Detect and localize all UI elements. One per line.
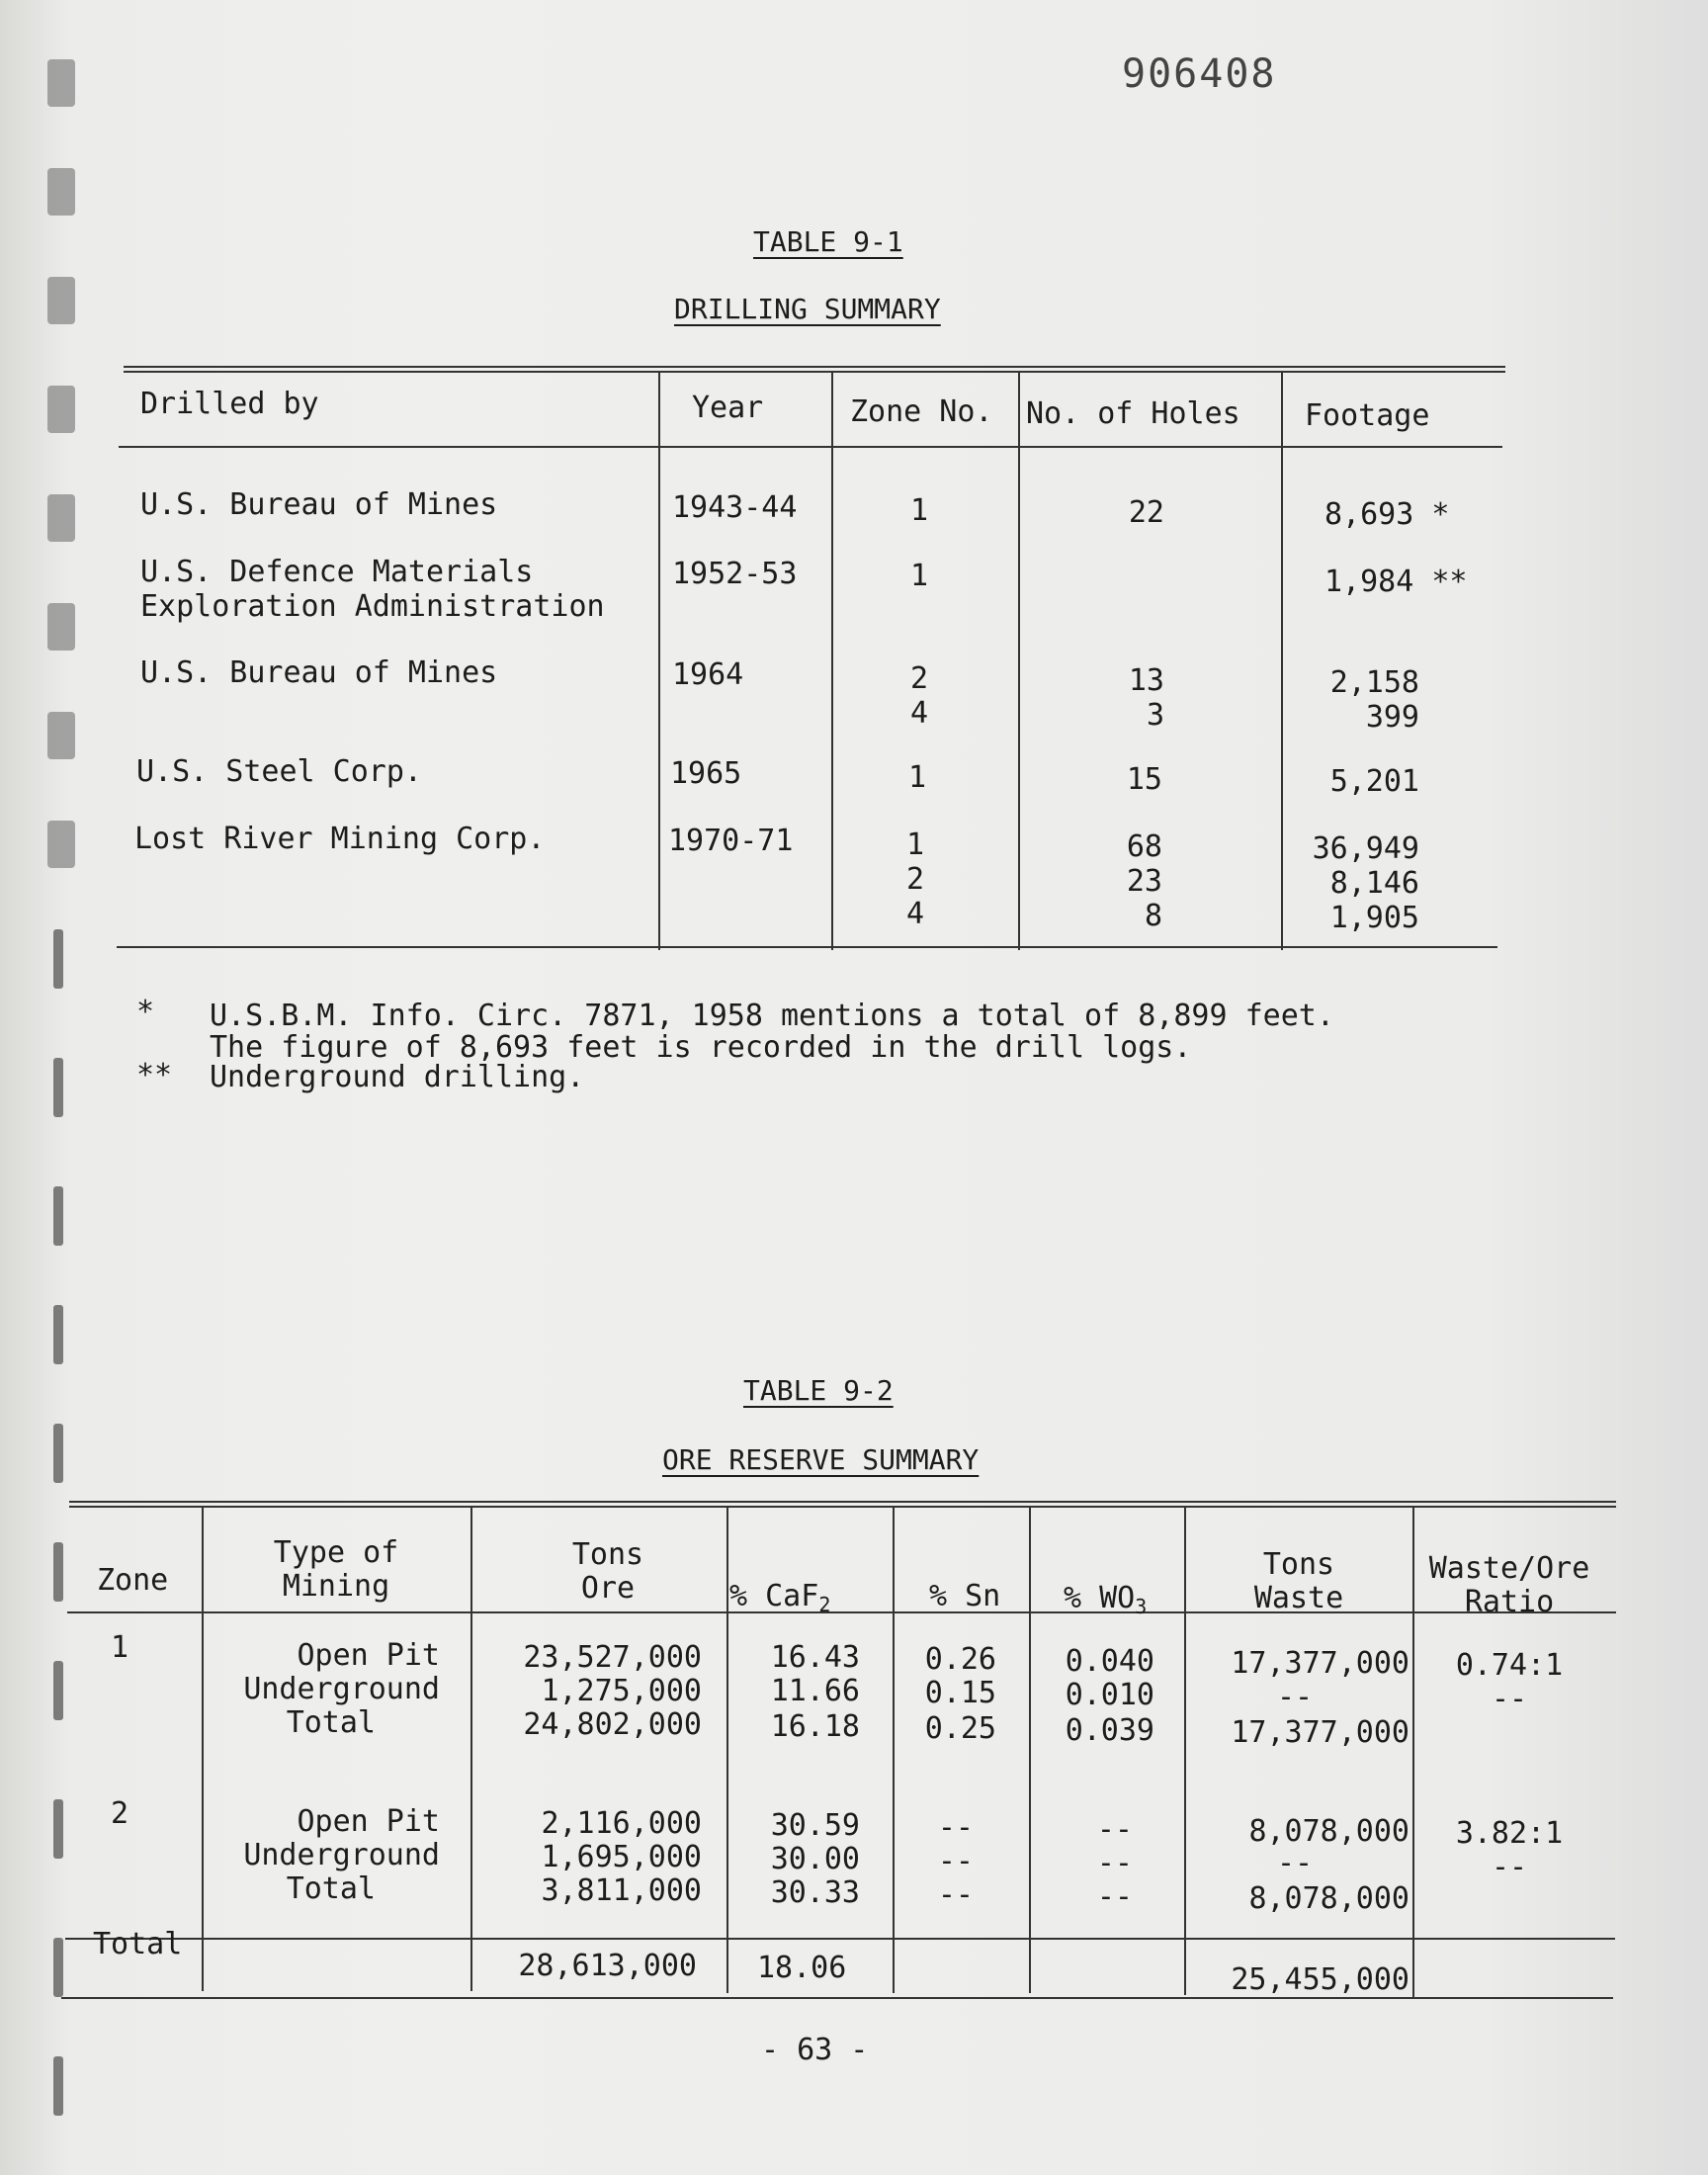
binding-ring: [47, 277, 75, 324]
table2-col-divider: [893, 1507, 895, 1993]
table2-caf2: 16.43: [770, 1640, 860, 1675]
table1-header-drilled-by: Drilled by: [140, 387, 319, 421]
binding-ring: [53, 1661, 63, 1720]
table1-drilled-by: U.S. Steel Corp.: [136, 754, 422, 789]
table2-label: TABLE 9-2: [743, 1374, 894, 1407]
table1-col-divider: [658, 371, 660, 950]
table1-bottom-rule: [117, 946, 1497, 948]
table2-header-tons-waste: Tons: [1262, 1547, 1335, 1582]
table1-top-rule: [124, 366, 1505, 373]
table2-caf2: 11.66: [770, 1674, 860, 1708]
table2-type: Underground: [243, 1672, 440, 1706]
table2-sn: 0.25: [924, 1711, 996, 1746]
table2-col-divider: [726, 1507, 728, 1993]
table2-header-tons-waste: Waste: [1253, 1581, 1344, 1615]
table2-type: Open Pit: [297, 1804, 440, 1839]
table2-type: Underground: [243, 1838, 440, 1872]
table2-wo3: --: [1096, 1879, 1133, 1914]
table1-footage: 1,905: [1329, 901, 1419, 935]
table2-caf2: 30.59: [770, 1808, 860, 1843]
table1-zone: 2: [905, 862, 925, 897]
table2-tons-waste: --: [1276, 1680, 1314, 1714]
footnote-text: Underground drilling.: [210, 1060, 585, 1094]
table1-drilled-by: U.S. Bureau of Mines: [140, 655, 498, 690]
footnote-text: U.S.B.M. Info. Circ. 7871, 1958 mentions a total of 8,899 feet.: [210, 999, 1334, 1033]
table1-zone: 2: [909, 661, 929, 696]
table2-total-rule: [65, 1938, 1615, 1940]
table2-zone-number: 1: [111, 1630, 129, 1665]
table1-footage: 8,693 *: [1324, 497, 1450, 532]
table2-header-tons-ore: Ore: [580, 1571, 636, 1606]
table2-tons-ore: 23,527,000: [523, 1640, 702, 1675]
binding-ring: [53, 1542, 63, 1602]
table2-header-tons-ore: Tons: [571, 1537, 644, 1572]
table1-zone: 4: [905, 897, 925, 931]
footnote-mark: *: [136, 995, 155, 1029]
binding-ring: [53, 1058, 63, 1117]
table2-sn: --: [937, 1844, 974, 1878]
table1-footage: 36,949: [1312, 831, 1419, 866]
page-number: - 63 -: [761, 2033, 869, 2067]
table2-tons-waste: 17,377,000: [1231, 1715, 1409, 1750]
table1-drilled-by: Lost River Mining Corp.: [134, 822, 546, 856]
binding-ring: [47, 603, 75, 651]
table1-year: 1943-44: [672, 490, 798, 525]
binding-ring: [53, 1799, 63, 1859]
table2-header-type: Mining: [282, 1569, 390, 1604]
table1-header-rule: [119, 446, 1502, 448]
footnote-mark: **: [136, 1058, 173, 1092]
table2-header-type: Type of: [273, 1535, 399, 1570]
table1-zone: 1: [907, 760, 927, 795]
table2-sn: 0.15: [924, 1676, 996, 1710]
table2-tons-waste: --: [1276, 1846, 1314, 1880]
binding-ring: [53, 2056, 63, 2116]
binding-ring: [47, 494, 75, 542]
binding-ring: [47, 712, 75, 759]
table2-ratio: --: [1491, 1850, 1528, 1884]
binding-ring: [47, 59, 75, 107]
table2-col-divider: [470, 1507, 472, 1991]
table2-wo3: 0.010: [1065, 1678, 1154, 1712]
binding-ring: [53, 1424, 63, 1483]
table2-tons-waste: 8,078,000: [1248, 1814, 1409, 1849]
table2-ratio: --: [1491, 1682, 1528, 1716]
table1-zone: 1: [909, 493, 929, 528]
binding-ring: [47, 168, 75, 216]
table1-col-divider: [1018, 371, 1020, 950]
table1-col-divider: [1281, 371, 1283, 950]
table1-zone: 1: [909, 559, 929, 593]
document-number-stamp: 906408: [1122, 51, 1277, 97]
binding-ring: [53, 1186, 63, 1246]
table2-wo3: --: [1096, 1846, 1133, 1880]
table1-holes: 8: [1144, 899, 1162, 933]
table2-col-divider: [1412, 1507, 1414, 1997]
table1-label: TABLE 9-1: [753, 225, 903, 258]
table1-header-footage: Footage: [1305, 398, 1430, 433]
table2-tons-ore: 3,811,000: [541, 1873, 702, 1908]
table1-footage: 8,146: [1329, 866, 1419, 901]
table2-total-tons-ore: 28,613,000: [518, 1949, 697, 1983]
table2-caf2: 30.00: [770, 1842, 860, 1876]
table2-header-caf2: % CaF$_2$: [729, 1579, 831, 1616]
table1-holes: 68: [1126, 829, 1162, 864]
table2-header-wo3: % $WO_3$: [1064, 1581, 1148, 1618]
table1-holes: 23: [1126, 864, 1162, 899]
table2-wo3: --: [1096, 1812, 1133, 1847]
table2-ratio: 0.74:1: [1455, 1648, 1564, 1683]
table1-footage: 1,984 **: [1324, 565, 1468, 599]
table1-header-holes: No. of Holes: [1026, 396, 1240, 431]
table1-title: DRILLING SUMMARY: [674, 293, 941, 325]
table2-header-zone: Zone: [97, 1563, 169, 1598]
table2-sn: --: [937, 1877, 974, 1912]
table1-holes: 15: [1126, 762, 1162, 797]
table2-header-sn: % Sn: [929, 1579, 1001, 1613]
table2-wo3: 0.040: [1065, 1644, 1154, 1679]
table2-type: Open Pit: [297, 1638, 440, 1673]
binding-ring: [47, 821, 75, 868]
table2-sn: --: [937, 1810, 974, 1845]
table2-zone-number: 2: [111, 1796, 129, 1831]
table2-header-ratio: Waste/Ore: [1428, 1551, 1590, 1586]
binding-ring: [47, 386, 75, 433]
table2-sn: 0.26: [924, 1642, 996, 1677]
table1-header-year: Year: [692, 391, 764, 425]
table1-drilled-by-line2: Exploration Administration: [140, 589, 605, 624]
table1-year: 1952-53: [672, 557, 798, 591]
table2-wo3: 0.039: [1065, 1713, 1154, 1748]
table2-tons-waste: 8,078,000: [1248, 1881, 1409, 1916]
table1-zone: 4: [909, 696, 929, 731]
table2-col-divider: [1029, 1507, 1031, 1993]
table2-tons-ore: 1,695,000: [541, 1840, 702, 1874]
table2-total-tons-waste: 25,455,000: [1231, 1962, 1409, 1997]
table1-drilled-by: U.S. Bureau of Mines: [140, 487, 498, 522]
table1-drilled-by: U.S. Defence Materials: [140, 555, 534, 589]
table2-caf2: 30.33: [770, 1875, 860, 1910]
table2-tons-waste: 17,377,000: [1231, 1646, 1409, 1681]
table2-total-label: Total: [93, 1927, 183, 1961]
table2-tons-ore: 24,802,000: [523, 1707, 702, 1742]
binding-ring: [53, 1305, 63, 1364]
table2-col-divider: [202, 1507, 204, 1991]
table2-tons-ore: 1,275,000: [541, 1674, 702, 1708]
spiral-binding: [40, 40, 83, 2155]
table1-footage: 5,201: [1329, 764, 1419, 799]
table2-ratio: 3.82:1: [1455, 1816, 1564, 1851]
table1-holes: 22: [1128, 495, 1164, 530]
table1-year: 1965: [670, 756, 742, 791]
table1-year: 1970-71: [668, 824, 794, 858]
table2-type: Total: [286, 1705, 376, 1740]
table2-total-caf2: 18.06: [757, 1951, 847, 1985]
table2-bottom-rule: [61, 1997, 1613, 1999]
table1-footage: 399: [1365, 700, 1419, 735]
table1-zone: 1: [905, 827, 925, 862]
footnote-text: The figure of 8,693 feet is recorded in the drill logs.: [210, 1030, 1192, 1065]
table2-type: Total: [286, 1871, 376, 1906]
table1-col-divider: [831, 371, 833, 950]
table2-col-divider: [1184, 1507, 1186, 1995]
binding-ring: [53, 929, 63, 989]
table2-title: ORE RESERVE SUMMARY: [662, 1443, 980, 1476]
binding-ring: [53, 1938, 63, 1997]
table1-holes: 3: [1146, 698, 1164, 733]
table2-header-ratio: Ratio: [1464, 1585, 1555, 1619]
table1-footage: 2,158: [1329, 665, 1419, 700]
table2-top-rule: [69, 1501, 1616, 1508]
table2-caf2: 16.18: [770, 1709, 860, 1744]
table1-holes: 13: [1128, 663, 1164, 698]
table1-header-zone: Zone No.: [850, 394, 993, 429]
table1-year: 1964: [672, 657, 744, 692]
table2-tons-ore: 2,116,000: [541, 1806, 702, 1841]
